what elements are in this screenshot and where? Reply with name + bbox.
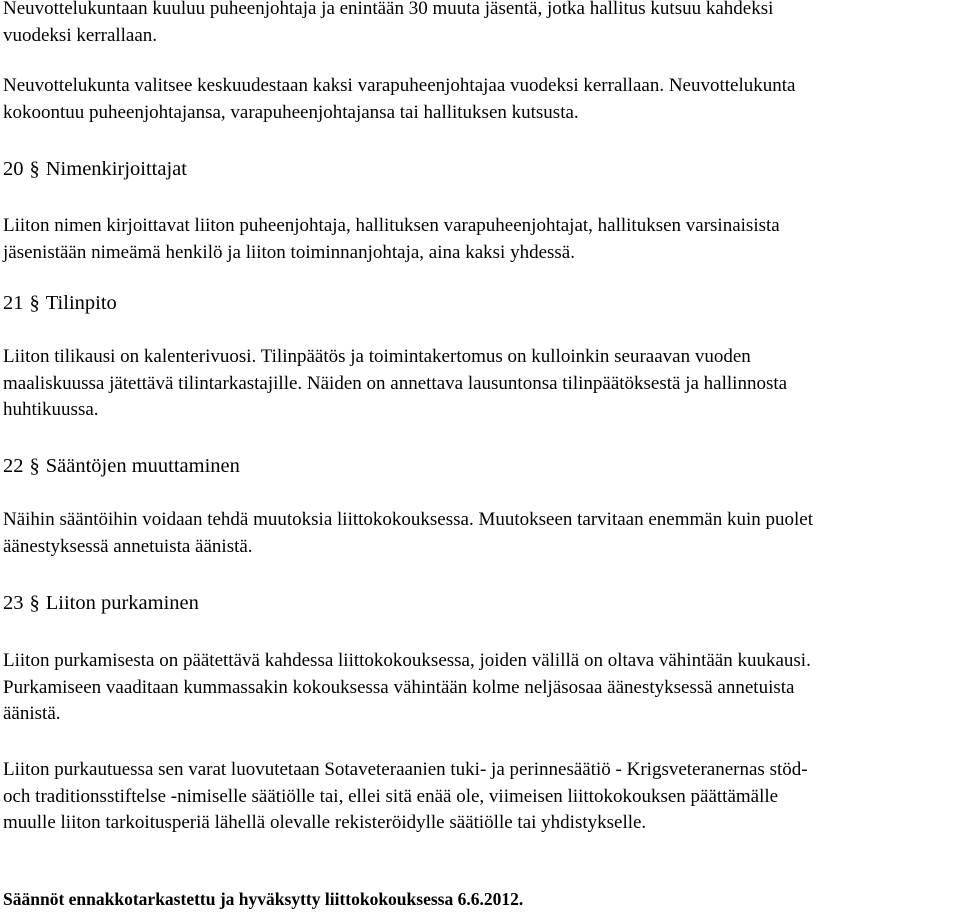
text-line: Liiton purkamisesta on päätettävä kahdessa liittokokouksessa, joiden välillä on oltava vähintään kuukausi. [3, 650, 811, 671]
text-line: muulle liiton tarkoitusperiä lähellä olevalle rekisteröidylle säätiölle tai yhdistykselle. [3, 812, 647, 833]
section-heading-20 [3, 155, 187, 183]
text-line: Purkamiseen vaaditaan kummassakin kokouksessa vähintään kolme neljäsosaa äänestyksessä annetuista [3, 676, 795, 698]
section-heading-23 [3, 589, 199, 617]
section-heading-22 [3, 452, 240, 480]
text-line: äänistä. [3, 703, 61, 724]
text-line: kokoontuu puheenjohtajansa, varapuheenjohtajansa tai hallituksen kutsusta. [3, 101, 579, 123]
text-line: Neuvottelukuntaan kuuluu puheenjohtaja ja enintään 30 muuta jäsentä, jotka hallitus kutsuu kahdeksi [3, 0, 774, 19]
section-number: 23 [3, 592, 24, 614]
intro-paragraph-1 [3, 0, 957, 49]
section-title: Sääntöjen muuttaminen [45, 455, 240, 477]
text-line: maaliskuussa jätettävä tilintarkastajille. Näiden on annettava lausuntonsa tilinpäätöksestä ja hallinnosta [3, 372, 788, 394]
section-heading-21 [3, 289, 117, 317]
section-22-paragraph [3, 507, 957, 560]
text-line: jäsenistään nimeämä henkilö ja liiton toiminnanjohtaja, aina kaksi yhdessä. [3, 241, 575, 263]
section-title: Liiton purkaminen [45, 592, 199, 614]
section-title: Tilinpito [45, 292, 117, 314]
section-sign: § [29, 455, 40, 477]
text-line: Liiton nimen kirjoittavat liiton puheenjohtaja, hallituksen varapuheenjohtajat, hallituksen varsinaisista [3, 215, 780, 236]
section-number: 22 [3, 455, 24, 477]
section-23-paragraph-2 [3, 757, 957, 837]
section-sign: § [29, 592, 40, 614]
section-number: 21 [3, 292, 24, 314]
text-line: Liiton tilikausi on kalenterivuosi. Tilinpäätös ja toimintakertomus on kulloinkin seuraavan vuoden [3, 346, 751, 367]
text-line: Liiton purkautuessa sen varat luovutetaan Sotaveteraanien tuki- ja perinnesäätiö - Krigsveteranernas stöd- [3, 759, 808, 780]
section-number: 20 [3, 158, 24, 180]
text-line: huhtikuussa. [3, 399, 99, 420]
text-line: Näihin sääntöihin voidaan tehdä muutoksia liittokokouksessa. Muutokseen tarvitaan enemmän kuin puolet [3, 509, 813, 530]
approval-note: Säännöt ennakkotarkastettu ja hyväksytty liittokokouksessa 6.6.2012. [3, 889, 524, 909]
section-21-paragraph [3, 344, 957, 424]
section-sign: § [29, 158, 40, 180]
section-sign: § [29, 292, 40, 314]
section-23-paragraph-1 [3, 648, 957, 728]
text-line: Neuvottelukunta valitsee keskuudestaan kaksi varapuheenjohtajaa vuodeksi kerrallaan. Neuvottelukunta [3, 75, 796, 96]
section-20-paragraph [3, 213, 957, 266]
section-title: Nimenkirjoittajat [45, 158, 187, 180]
text-line: och traditionsstiftelse -nimiselle säätiölle tai, ellei sitä enää ole, viimeisen liittokokouksen päättämälle [3, 785, 779, 807]
intro-paragraph-2 [3, 73, 957, 126]
text-line: vuodeksi kerrallaan. [3, 24, 158, 46]
text-line: äänestyksessä annetuista äänistä. [3, 535, 253, 557]
